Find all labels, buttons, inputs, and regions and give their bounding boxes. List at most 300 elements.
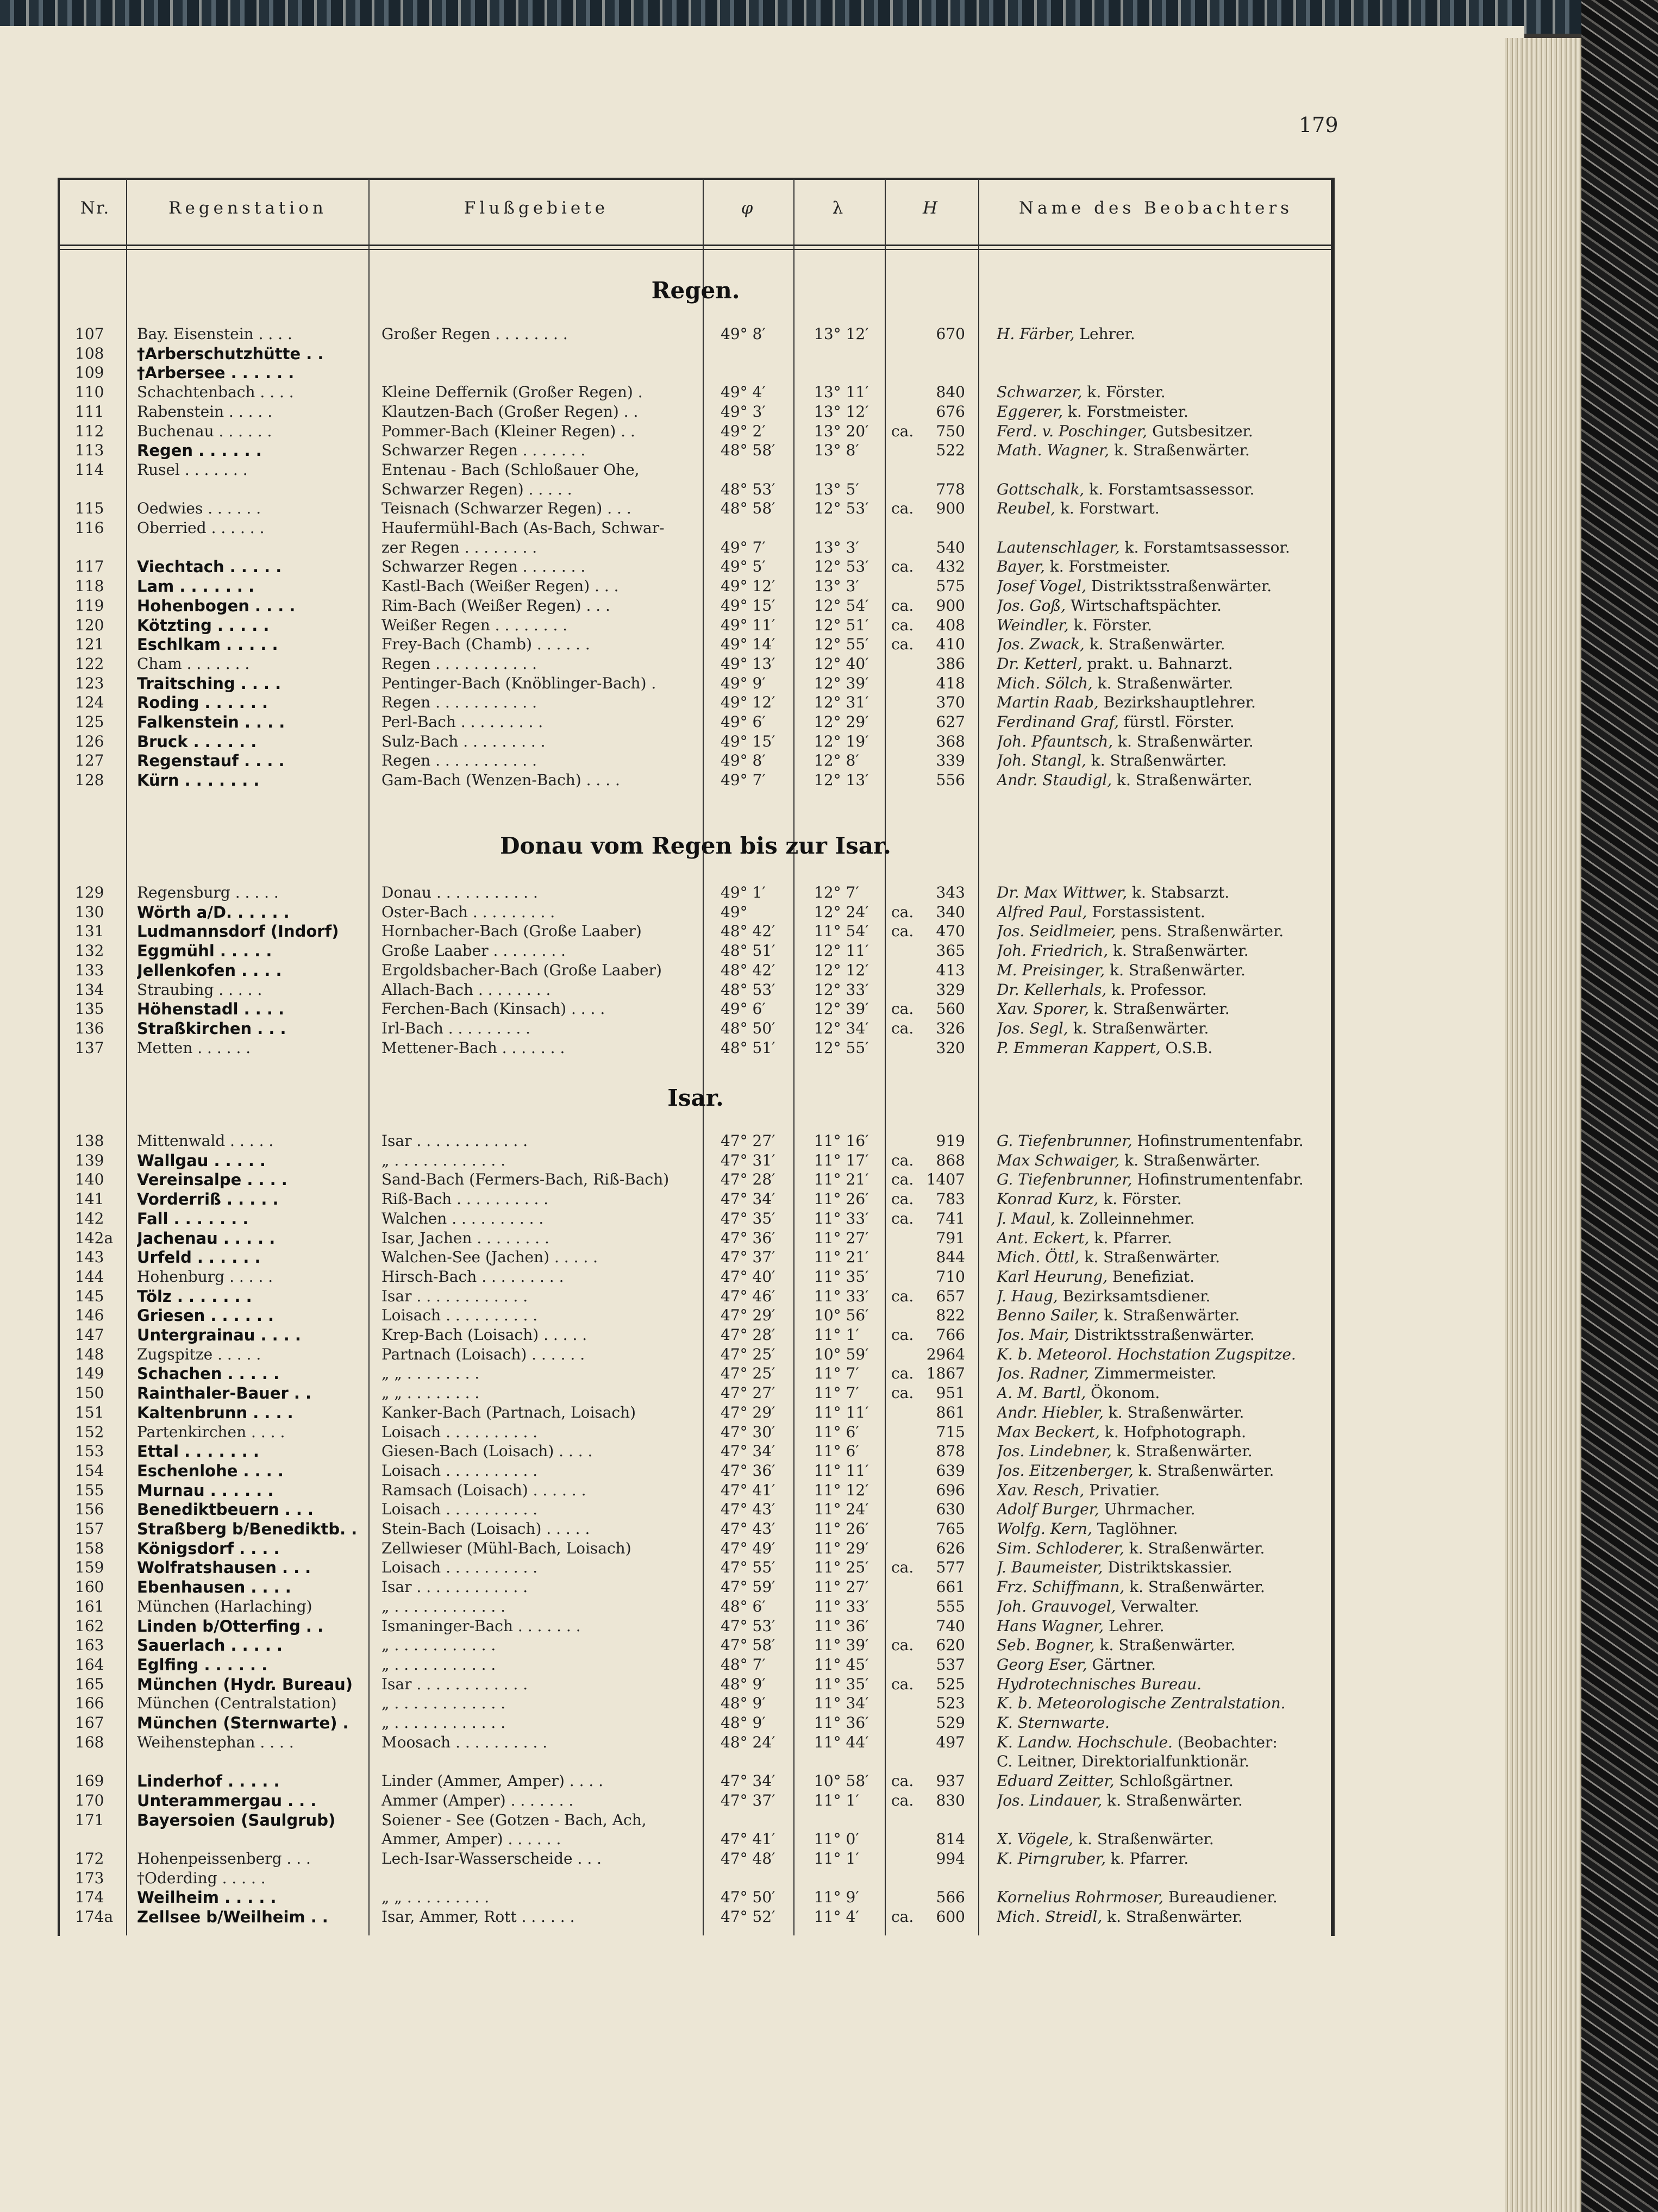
elevation: 575 (936, 577, 965, 595)
elevation: 900 (936, 597, 965, 615)
latitude: 47° 37′ (721, 1248, 775, 1266)
station-number: 146 (75, 1306, 104, 1324)
river-basin: Krep-Bach (Loisach) . . . . . (381, 1326, 587, 1344)
observer-title: Benefiziat. (1108, 1268, 1195, 1286)
circa-marker: ca. (891, 597, 914, 615)
observer-name: Mich. Öttl, (997, 1248, 1080, 1266)
latitude: 47° 46′ (721, 1287, 775, 1305)
elevation: 329 (936, 981, 965, 999)
observer-title: O.S.B. (1160, 1039, 1213, 1057)
latitude: 47° 36′ (721, 1229, 775, 1247)
river-basin: Zellwieser (Mühl-Bach, Loisach) (381, 1539, 631, 1557)
observer-name: X. Vögele, (997, 1830, 1074, 1848)
elevation: 326 (936, 1019, 965, 1037)
latitude: 48° 6′ (721, 1597, 766, 1615)
river-basin: Perl-Bach . . . . . . . . . (381, 713, 543, 731)
col-divider (793, 179, 794, 1935)
longitude: 12° 54′ (814, 597, 869, 615)
river-basin: Loisach . . . . . . . . . . (381, 1462, 538, 1480)
observer (997, 903, 1334, 921)
observer-title: k. Straßenwärter. (1092, 674, 1234, 692)
observer-name: Math. Wagner, (997, 441, 1110, 459)
latitude: 49° 7′ (721, 771, 766, 789)
station-name: Kaltenbrunn . . . . (137, 1403, 293, 1422)
latitude: 48° 53′ (721, 981, 775, 999)
station-name: Partenkirchen . . . . (137, 1423, 285, 1441)
station-name: Königsdorf . . . . (137, 1539, 280, 1558)
longitude: 11° 33′ (814, 1287, 869, 1305)
circa-marker: ca. (891, 422, 914, 440)
header-rule (60, 245, 1331, 246)
header-flussgebiete: Flußgebiete (464, 198, 609, 218)
station-name: Metten . . . . . . (137, 1039, 251, 1057)
observer-name: J. Maul, (997, 1210, 1056, 1227)
observer (997, 1287, 1334, 1305)
observer-name: K. Sternwarte. (997, 1714, 1110, 1732)
station-name: Eglfing . . . . . . (137, 1656, 268, 1674)
observer (997, 1617, 1334, 1635)
longitude: 10° 58′ (814, 1772, 869, 1790)
station-number: 139 (75, 1151, 104, 1169)
observer-name: Bayer, (997, 557, 1045, 575)
river-basin: „ . . . . . . . . . . . . (381, 1597, 506, 1615)
station-number: 159 (75, 1558, 104, 1576)
observer-title: k. Professor. (1106, 981, 1207, 999)
observer-title: k. Straßenwärter. (1086, 751, 1227, 769)
station-name: Tölz . . . . . . . (137, 1287, 252, 1306)
longitude: 11° 4′ (814, 1908, 859, 1926)
station-number: 164 (75, 1656, 104, 1674)
observer-title: Ökonom. (1086, 1384, 1160, 1402)
observer-name: G. Tiefenbrunner, (997, 1132, 1133, 1150)
station-number: 117 (75, 557, 104, 575)
latitude: 48° 7′ (721, 1656, 766, 1674)
circa-marker: ca. (891, 1210, 914, 1227)
elevation: 840 (936, 383, 965, 401)
latitude: 47° 29′ (721, 1403, 775, 1421)
river-basin: Regen . . . . . . . . . . . (381, 655, 537, 673)
longitude: 11° 12′ (814, 1481, 869, 1499)
elevation: 766 (936, 1326, 965, 1344)
river-basin: Partnach (Loisach) . . . . . . (381, 1345, 585, 1363)
elevation: 525 (936, 1675, 965, 1693)
elevation: 340 (936, 903, 965, 921)
circa-marker: ca. (891, 1000, 914, 1018)
observer-name: Hydrotechnisches Bureau. (997, 1675, 1202, 1693)
station-name: Ludmannsdorf (Indorf) (137, 922, 339, 941)
river-basin: Ferchen-Bach (Kinsach) . . . . (381, 1000, 605, 1018)
longitude: 11° 1′ (814, 1850, 859, 1868)
elevation: 750 (936, 422, 965, 440)
river-basin: Soiener - See (Gotzen - Bach, Ach, (381, 1811, 647, 1829)
observer-title: Uhrmacher. (1099, 1500, 1196, 1518)
observer (997, 1268, 1334, 1286)
river-basin: Isar . . . . . . . . . . . . (381, 1675, 528, 1693)
station-name: Unterammergau . . . (137, 1791, 317, 1810)
latitude: 48° 42′ (721, 922, 775, 940)
observer (997, 1345, 1334, 1363)
river-basin: Teisnach (Schwarzer Regen) . . . (381, 499, 631, 517)
observer-name: Jos. Goß, (997, 597, 1066, 615)
observer-title: k. Straßenwärter. (1102, 1791, 1243, 1809)
circa-marker: ca. (891, 1019, 914, 1037)
station-name: Straßkirchen . . . (137, 1019, 286, 1038)
river-basin: Isar . . . . . . . . . . . . (381, 1287, 528, 1305)
observer-name: K. b. Meteorol. Hochstation Zugspitze. (997, 1345, 1296, 1363)
station-number: 118 (75, 577, 104, 595)
longitude: 12° 34′ (814, 1019, 869, 1037)
observer-title: k. Förster. (1082, 383, 1166, 401)
elevation: 844 (936, 1248, 965, 1266)
station-name: Jellenkofen . . . . (137, 961, 282, 980)
station-number: 125 (75, 713, 104, 731)
station-name: Wolfratshausen . . . (137, 1558, 311, 1577)
observer (997, 616, 1334, 634)
observer (997, 577, 1334, 595)
observer-name: A. M. Bartl, (997, 1384, 1086, 1402)
observer-title: k. Straßenwärter. (1109, 441, 1250, 459)
observer-name: Georg Eser, (997, 1656, 1087, 1674)
observer (997, 1000, 1334, 1018)
river-basin: Irl-Bach . . . . . . . . . (381, 1019, 531, 1037)
station-name: Untergrainau . . . . (137, 1326, 301, 1344)
observer-title: Privatier. (1084, 1481, 1160, 1499)
header-observer: Name des Beobachters (1018, 198, 1293, 218)
observer-title: k. Zolleinnehmer. (1055, 1210, 1195, 1227)
station-name: Buchenau . . . . . . (137, 422, 272, 440)
latitude: 48° 9′ (721, 1675, 766, 1693)
latitude: 47° 25′ (721, 1345, 775, 1363)
longitude: 11° 21′ (814, 1248, 869, 1266)
observer-title: k. Straßenwärter. (1068, 1019, 1209, 1037)
observer-name: Karl Heurung, (997, 1268, 1108, 1286)
longitude: 11° 1′ (814, 1326, 859, 1344)
observer-title: Hofinstrumentenfabr. (1132, 1170, 1304, 1188)
observer-name: Ferd. v. Poschinger, (997, 422, 1148, 440)
latitude: 49° 9′ (721, 674, 766, 692)
observer (997, 441, 1334, 459)
observer-title: Bezirksamtsdiener. (1058, 1287, 1211, 1305)
station-number: 142 (75, 1210, 104, 1227)
observer (997, 635, 1334, 653)
latitude: 47° 31′ (721, 1151, 775, 1169)
station-number: 119 (75, 597, 104, 615)
station-name: Cham . . . . . . . (137, 655, 250, 673)
station-number: 174 (75, 1888, 104, 1906)
elevation: 994 (936, 1850, 965, 1868)
observer (997, 1019, 1334, 1037)
river-basin: „ „ . . . . . . . . . (381, 1888, 490, 1906)
observer (997, 674, 1334, 692)
longitude: 11° 26′ (814, 1190, 869, 1208)
latitude: 47° 28′ (721, 1170, 775, 1188)
observer (997, 961, 1334, 979)
observer-name: Jos. Eitzenberger, (997, 1462, 1134, 1480)
observer-title: k. Straßenwärter. (1105, 961, 1246, 979)
longitude: 11° 36′ (814, 1714, 869, 1732)
station-number: 128 (75, 771, 104, 789)
latitude: 49° 7′ (721, 538, 766, 556)
observer (997, 1656, 1334, 1674)
observer-title: k. Förster. (1098, 1190, 1182, 1208)
longitude: 11° 27′ (814, 1229, 869, 1247)
elevation: 522 (936, 441, 965, 459)
river-basin: Loisach . . . . . . . . . . (381, 1500, 538, 1518)
observer-title: Schloßgärtner. (1114, 1772, 1234, 1790)
observer-title: k. Straßenwärter. (1073, 1830, 1214, 1848)
observer-name: Jos. Seidlmeier, (997, 922, 1116, 940)
longitude: 12° 8′ (814, 751, 859, 769)
river-basin: Loisach . . . . . . . . . . (381, 1423, 538, 1441)
elevation: 370 (936, 693, 965, 711)
river-basin: Isar . . . . . . . . . . . . (381, 1578, 528, 1596)
latitude: 49° 4′ (721, 383, 766, 401)
observer-name: Sim. Schloderer, (997, 1539, 1124, 1557)
observer (997, 1597, 1334, 1615)
elevation: 2964 (926, 1345, 965, 1363)
station-number: 169 (75, 1772, 104, 1790)
river-basin: Stein-Bach (Loisach) . . . . . (381, 1520, 590, 1538)
latitude: 47° 55′ (721, 1558, 775, 1576)
circa-marker: ca. (891, 1151, 914, 1169)
observer-title: k. Straßenwärter. (1079, 1248, 1221, 1266)
circa-marker: ca. (891, 635, 914, 653)
longitude: 12° 39′ (814, 674, 869, 692)
latitude: 47° 36′ (721, 1462, 775, 1480)
river-basin: Kleine Deffernik (Großer Regen) . (381, 383, 643, 401)
station-name: Schachen . . . . . (137, 1364, 280, 1383)
observer (997, 1403, 1334, 1421)
station-name: Falkenstein . . . . (137, 713, 285, 731)
observer-name: Jos. Zwack, (997, 635, 1085, 653)
col-divider (703, 179, 704, 1935)
latitude: 47° 25′ (721, 1364, 775, 1382)
observer (997, 403, 1334, 421)
observer-title: k. Straßenwärter. (1113, 732, 1254, 750)
circa-marker: ca. (891, 499, 914, 517)
observer-name: Frz. Schiffmann, (997, 1578, 1125, 1596)
observer-title: k. Straßenwärter. (1119, 1151, 1260, 1169)
river-basin: Große Laaber . . . . . . . . (381, 942, 566, 960)
elevation: 919 (936, 1132, 965, 1150)
observer-name: Jos. Segl, (997, 1019, 1068, 1037)
river-basin: Lech-Isar-Wasserscheide . . . (381, 1850, 602, 1868)
station-number: 107 (75, 325, 104, 343)
station-name: Zellsee b/Weilheim . . (137, 1908, 328, 1926)
observer-title: k. Straßenwärter. (1103, 1403, 1244, 1421)
latitude: 48° 58′ (721, 441, 775, 459)
station-number: 147 (75, 1326, 104, 1344)
observer-title: pens. Straßenwärter. (1116, 922, 1284, 940)
latitude: 47° 30′ (721, 1423, 775, 1441)
station-number: 151 (75, 1403, 104, 1421)
station-name: München (Centralstation) (137, 1694, 337, 1712)
observer-title: k. Straßenwärter. (1108, 942, 1249, 960)
observer (997, 942, 1334, 960)
station-number: 108 (75, 344, 104, 362)
observer-title: k. Straßenwärter. (1089, 1000, 1230, 1018)
observer-title: k. Forstmeister. (1044, 557, 1171, 575)
station-name: †Oderding . . . . . (137, 1869, 266, 1887)
observer (997, 1578, 1334, 1596)
station-number: 148 (75, 1345, 104, 1363)
elevation: 413 (936, 961, 965, 979)
longitude: 12° 13′ (814, 771, 869, 789)
station-number: 156 (75, 1500, 104, 1518)
observer (997, 1714, 1334, 1732)
river-basin: Entenau - Bach (Schloßauer Ohe, (381, 461, 640, 479)
longitude: 12° 51′ (814, 616, 869, 634)
observer-title: Gärtner. (1087, 1656, 1156, 1674)
station-number: 142a (75, 1229, 114, 1247)
longitude: 12° 39′ (814, 1000, 869, 1018)
river-basin: Ammer (Amper) . . . . . . . (381, 1791, 574, 1809)
station-number: 149 (75, 1364, 104, 1382)
station-name: Straßberg b/Benediktb. . (137, 1520, 358, 1538)
circa-marker: ca. (891, 1636, 914, 1654)
observer (997, 1752, 1334, 1770)
station-name: Bay. Eisenstein . . . . (137, 325, 292, 343)
elevation: 670 (936, 325, 965, 343)
section-title: Regen. (651, 277, 740, 304)
river-basin: Isar, Ammer, Rott . . . . . . (381, 1908, 575, 1926)
station-number: 155 (75, 1481, 104, 1499)
river-basin: Schwarzer Regen . . . . . . . (381, 557, 586, 575)
station-number: 132 (75, 942, 104, 960)
circa-marker: ca. (891, 1791, 914, 1809)
observer-title: Hofinstrumentenfabr. (1132, 1132, 1304, 1150)
latitude: 47° 28′ (721, 1326, 775, 1344)
observer (997, 771, 1334, 789)
observer-name: Xav. Resch, (997, 1481, 1085, 1499)
station-name: Vorderriß . . . . . (137, 1190, 279, 1208)
longitude: 11° 36′ (814, 1617, 869, 1635)
longitude: 12° 40′ (814, 655, 869, 673)
longitude: 11° 21′ (814, 1170, 869, 1188)
longitude: 13° 12′ (814, 403, 869, 421)
station-number: 124 (75, 693, 104, 711)
station-number: 171 (75, 1811, 104, 1829)
circa-marker: ca. (891, 1908, 914, 1926)
longitude: 11° 33′ (814, 1210, 869, 1227)
station-name: Vereinsalpe . . . . (137, 1170, 287, 1189)
station-number: 136 (75, 1019, 104, 1037)
elevation: 630 (936, 1500, 965, 1518)
station-name: Höhenstadl . . . . (137, 1000, 284, 1018)
station-number: 134 (75, 981, 104, 999)
station-number: 143 (75, 1248, 104, 1266)
station-number: 126 (75, 732, 104, 750)
river-basin: Linder (Ammer, Amper) . . . . (381, 1772, 604, 1790)
longitude: 12° 53′ (814, 557, 869, 575)
elevation: 577 (936, 1558, 965, 1576)
observer-title: k. Straßenwärter. (1112, 771, 1253, 789)
river-basin: Giesen-Bach (Loisach) . . . . (381, 1442, 593, 1460)
river-basin: „ . . . . . . . . . . . . (381, 1694, 506, 1712)
elevation: 715 (936, 1423, 965, 1441)
station-number: 168 (75, 1733, 104, 1751)
observer-name: Gottschalk, (997, 480, 1085, 498)
latitude: 47° 34′ (721, 1772, 775, 1790)
header-station: Regenstation (168, 198, 327, 218)
station-name: †Arberschutzhütte . . (137, 344, 324, 363)
longitude: 10° 56′ (814, 1306, 869, 1324)
station-number: 165 (75, 1675, 104, 1693)
station-number: 144 (75, 1268, 104, 1286)
observer (997, 922, 1334, 940)
latitude: 48° 53′ (721, 480, 775, 498)
longitude: 11° 17′ (814, 1151, 869, 1169)
observer-title: k. Straßenwärter. (1133, 1462, 1274, 1480)
circa-marker: ca. (891, 1364, 914, 1382)
longitude: 11° 34′ (814, 1694, 869, 1712)
station-number: 161 (75, 1597, 104, 1615)
observer (997, 1364, 1334, 1382)
longitude: 13° 3′ (814, 538, 859, 556)
station-name: Rabenstein . . . . . (137, 403, 273, 421)
elevation: 710 (936, 1268, 965, 1286)
elevation: 783 (936, 1190, 965, 1208)
elevation: 626 (936, 1539, 965, 1557)
elevation: 868 (936, 1151, 965, 1169)
station-number: 133 (75, 961, 104, 979)
observer-title: Bezirkshauptlehrer. (1098, 693, 1256, 711)
latitude: 47° 43′ (721, 1500, 775, 1518)
observer-title: Distriktsstraßenwärter. (1069, 1326, 1255, 1344)
station-number: 115 (75, 499, 104, 517)
station-name: Regen . . . . . . (137, 441, 262, 460)
longitude: 11° 45′ (814, 1656, 869, 1674)
observer-name: J. Haug, (997, 1287, 1058, 1305)
station-name: Urfeld . . . . . . (137, 1248, 261, 1267)
observer-name: Hans Wagner, (997, 1617, 1104, 1635)
river-basin: Allach-Bach . . . . . . . . (381, 981, 551, 999)
observer-title: k. Pfarrer. (1089, 1229, 1172, 1247)
longitude: 13° 5′ (814, 480, 859, 498)
latitude: 47° 52′ (721, 1908, 775, 1926)
observer-title: k. Straßenwärter. (1102, 1908, 1243, 1926)
observer-name: Adolf Burger, (997, 1500, 1099, 1518)
observer-name: Dr. Max Wittwer, (997, 883, 1128, 901)
latitude: 49° 12′ (721, 693, 775, 711)
circa-marker: ca. (891, 616, 914, 634)
station-number: 138 (75, 1132, 104, 1150)
station-name: Linden b/Otterfing . . (137, 1617, 324, 1635)
river-basin: Oster-Bach . . . . . . . . . (381, 903, 555, 921)
latitude: 49° 14′ (721, 635, 775, 653)
station-name: Hohenpeissenberg . . . (137, 1850, 311, 1868)
station-name: Bruck . . . . . . (137, 732, 257, 751)
longitude: 10° 59′ (814, 1345, 869, 1363)
latitude: 47° 58′ (721, 1636, 775, 1654)
observer-title: Distriktskassier. (1103, 1558, 1232, 1576)
longitude: 12° 29′ (814, 713, 869, 731)
latitude: 49° 2′ (721, 422, 766, 440)
longitude: 11° 35′ (814, 1675, 869, 1693)
river-basin: Pentinger-Bach (Knöblinger-Bach) . (381, 674, 656, 692)
elevation: 951 (936, 1384, 965, 1402)
elevation: 741 (936, 1210, 965, 1227)
observer (997, 1888, 1334, 1906)
station-name: München (Hydr. Bureau) (137, 1675, 353, 1694)
elevation: 386 (936, 655, 965, 673)
station-number: 162 (75, 1617, 104, 1635)
observer-name: Weindler, (997, 616, 1069, 634)
river-basin: Loisach . . . . . . . . . . (381, 1558, 538, 1576)
observer-name: Xav. Sporer, (997, 1000, 1090, 1018)
circa-marker: ca. (891, 922, 914, 940)
observer-name: Andr. Staudigl, (997, 771, 1112, 789)
